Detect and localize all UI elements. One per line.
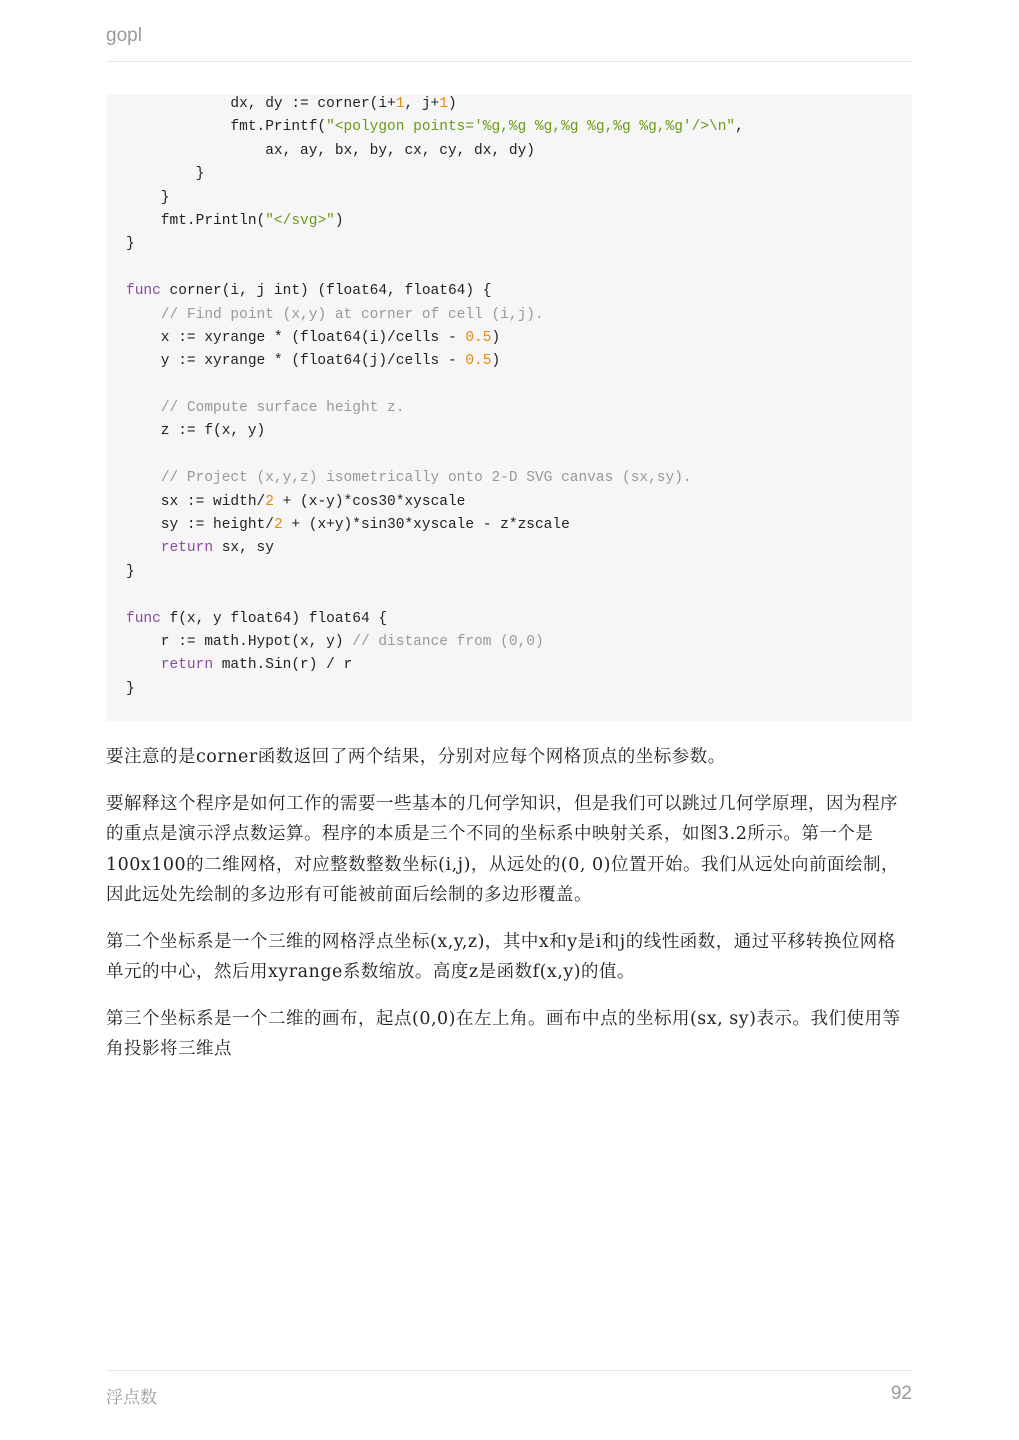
code-token: , j+ xyxy=(404,96,440,112)
code-line xyxy=(126,233,912,256)
code-token: , xyxy=(735,119,744,136)
code-line xyxy=(126,467,912,490)
code-line xyxy=(126,444,912,467)
code-token: ) xyxy=(334,212,344,229)
code-line xyxy=(126,187,912,210)
code-line xyxy=(126,608,912,631)
code-token: corner(i, j int) (float64, float64) { xyxy=(160,283,492,300)
code-token: } xyxy=(126,236,135,253)
code-line xyxy=(126,584,912,607)
code-token: z := f(x, y) xyxy=(126,423,266,440)
code-token: // distance from (0,0) xyxy=(352,633,544,650)
code-token: + (x+y)*sin30*xyscale - z*zscale xyxy=(282,517,570,534)
code-token: 2 xyxy=(265,493,274,510)
code-token: dx, dy := corner(i+ xyxy=(126,96,396,112)
code-line xyxy=(126,210,912,233)
code-token: fmt.Println( xyxy=(126,212,266,229)
code-token: sx := width/ xyxy=(126,493,266,510)
code-token: return xyxy=(160,540,214,557)
code-line xyxy=(126,374,912,397)
code-token: "<polygon points='%g,%g %g,%g %g,%g %g,%g'/>\n" xyxy=(326,119,736,136)
book-title: gopl xyxy=(106,25,142,46)
code-line xyxy=(126,257,912,280)
paragraph: 第三个坐标系是一个二维的画布，起点(0,0)在左上角。画布中点的坐标用(sx, sy)表示。我们使用等角投影将三维点 xyxy=(106,1008,901,1059)
paragraph: 第二个坐标系是一个三维的网格浮点坐标(x,y,z)，其中x和y是i和j的线性函数，通过平移转换位网格单元的中心，然后用xyrange系数缩放。高度z是函数f(x,y)的值。 xyxy=(106,931,896,982)
code-token: // Project (x,y,z) isometrically onto 2-D SVG canvas (sx,sy). xyxy=(160,470,692,487)
code-token: ) xyxy=(491,353,501,370)
code-token: ) xyxy=(447,96,457,112)
code-token: "</svg>" xyxy=(265,212,335,229)
code-token xyxy=(126,470,161,486)
code-line xyxy=(126,654,912,677)
code-token: r := math.Hypot(x, y) xyxy=(126,633,353,650)
code-block xyxy=(106,94,912,721)
code-token xyxy=(126,400,161,416)
page-number: 92 xyxy=(890,1383,912,1404)
code-line xyxy=(126,93,912,116)
code-token xyxy=(126,307,161,323)
code-token xyxy=(126,540,161,556)
code-token xyxy=(126,657,161,673)
code-token: } xyxy=(126,189,170,206)
code-token: 1 xyxy=(439,96,448,112)
code-token: sy := height/ xyxy=(126,517,274,534)
code-token: func xyxy=(126,610,161,627)
code-listing xyxy=(126,93,912,701)
page-footer xyxy=(106,1370,912,1415)
code-token: math.Sin(r) / r xyxy=(213,657,353,674)
code-token: 0.5 xyxy=(465,353,492,370)
code-line xyxy=(126,631,912,654)
code-line xyxy=(126,561,912,584)
code-token: ax, ay, bx, by, cx, cy, dx, dy) xyxy=(126,142,535,159)
code-line xyxy=(126,420,912,443)
code-token: y := xyrange * (float64(j)/cells - xyxy=(126,353,466,370)
paragraph: 要注意的是corner函数返回了两个结果，分别对应每个网格顶点的坐标参数。 xyxy=(106,747,726,767)
code-token: f(x, y float64) float64 { xyxy=(160,610,388,627)
paragraph: 要解释这个程序是如何工作的需要一些基本的几何学知识，但是我们可以跳过几何学原理，因为程序的重点是演示浮点数运算。程序的本质是三个不同的坐标系中映射关系，如图3.2所示。第一个是100x100的二维网格，对应整数整数坐标(i,j)，从远处的(0, 0)位置开始。我们从远处向前面绘制，因此远处先绘制的多边形有可能被前面后绘制的多边形覆盖。 xyxy=(106,793,899,905)
code-token: fmt.Printf( xyxy=(126,119,327,136)
code-line xyxy=(126,116,912,139)
code-line xyxy=(126,327,912,350)
code-line xyxy=(126,514,912,537)
code-token: 0.5 xyxy=(465,329,492,346)
code-line xyxy=(126,163,912,186)
code-token: // Find point (x,y) at corner of cell (i,j). xyxy=(160,306,544,323)
code-line xyxy=(126,491,912,514)
body-text xyxy=(106,742,912,1081)
code-token: sx, sy xyxy=(213,540,274,557)
code-line xyxy=(126,140,912,163)
code-line xyxy=(126,537,912,560)
code-line xyxy=(126,280,912,303)
code-token: + (x-y)*cos30*xyscale xyxy=(273,493,466,510)
code-token: func xyxy=(126,283,161,300)
code-token: } xyxy=(126,563,135,580)
code-token: } xyxy=(126,680,135,697)
code-token: 2 xyxy=(273,517,283,534)
code-token: ) xyxy=(491,329,501,346)
page-header xyxy=(106,24,912,62)
code-token: // Compute surface height z. xyxy=(160,400,405,417)
code-token: 1 xyxy=(395,96,405,112)
code-token: x := xyrange * (float64(i)/cells - xyxy=(126,329,466,346)
code-line xyxy=(126,397,912,420)
code-line xyxy=(126,678,912,701)
code-token: return xyxy=(160,657,214,674)
code-token: } xyxy=(126,166,205,183)
chapter-name: 浮点数 xyxy=(106,1388,157,1408)
code-line xyxy=(126,350,912,373)
code-line xyxy=(126,304,912,327)
